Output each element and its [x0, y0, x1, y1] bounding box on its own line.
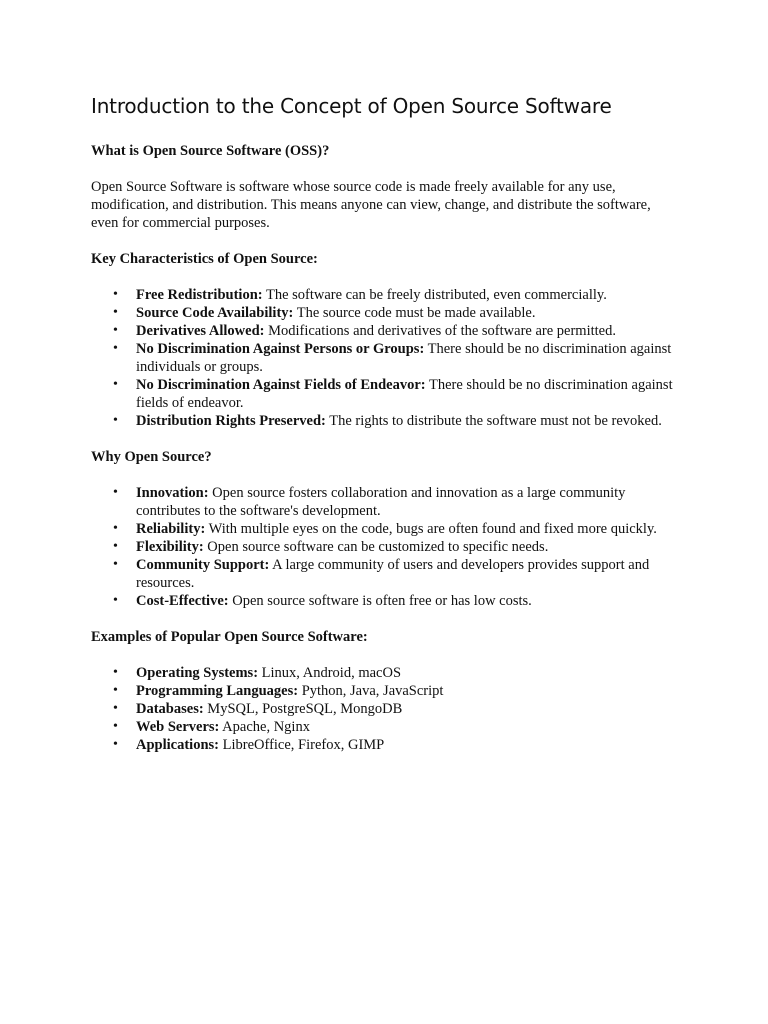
bullet-icon: • — [113, 719, 118, 734]
bullet-icon: • — [113, 305, 118, 320]
bullet-icon: • — [113, 539, 118, 554]
list-item-term: Flexibility: — [136, 539, 204, 555]
document-title: Introduction to the Concept of Open Source Software — [91, 94, 612, 118]
list-item-text: Apache, Nginx — [219, 719, 310, 735]
list-item — [91, 340, 681, 376]
list-item-term: No Discrimination Against Persons or Groups: — [136, 341, 425, 357]
list-examples — [91, 664, 681, 754]
list-item-text: Modifications and derivatives of the software are permitted. — [264, 323, 616, 339]
list-item-text: The source code must be made available. — [293, 305, 536, 321]
list-item-text: LibreOffice, Firefox, GIMP — [219, 737, 385, 753]
list-item-text: A large community of users and developers provides support and resources. — [136, 557, 650, 591]
list-item-text: Open source software is often free or has low costs. — [228, 593, 532, 609]
bullet-icon: • — [113, 665, 118, 680]
list-item-term: Reliability: — [136, 521, 206, 537]
section-heading-what-is-oss: What is Open Source Software (OSS)? — [91, 143, 330, 159]
list-item — [91, 664, 681, 682]
list-item — [91, 412, 681, 430]
bullet-icon: • — [113, 485, 118, 500]
list-item — [91, 682, 681, 700]
list-item — [91, 718, 681, 736]
list-item-term: Free Redistribution: — [136, 287, 263, 303]
bullet-icon: • — [113, 557, 118, 572]
section-heading-examples: Examples of Popular Open Source Software: — [91, 629, 368, 645]
list-item-term: Operating Systems: — [136, 665, 259, 681]
list-item-text: MySQL, PostgreSQL, MongoDB — [203, 701, 403, 717]
list-item-text: The rights to distribute the software must not be revoked. — [325, 413, 662, 429]
bullet-icon: • — [113, 683, 118, 698]
list-item-term: Applications: — [136, 737, 219, 753]
bullet-icon: • — [113, 323, 118, 338]
bullet-icon: • — [113, 377, 118, 392]
list-item-text: Linux, Android, macOS — [258, 665, 402, 681]
section-heading-why-open-source: Why Open Source? — [91, 449, 212, 465]
list-item-text: The software can be freely distributed, even commercially. — [262, 287, 607, 303]
list-key-characteristics — [91, 286, 681, 430]
list-item-term: Derivatives Allowed: — [136, 323, 265, 339]
list-item-text: With multiple eyes on the code, bugs are often found and fixed more quickly. — [205, 521, 657, 537]
list-item-term: Innovation: — [136, 485, 209, 501]
list-item — [91, 556, 681, 592]
document-page — [91, 92, 681, 772]
list-item — [91, 736, 681, 754]
list-why-open-source — [91, 484, 681, 610]
bullet-icon: • — [113, 701, 118, 716]
list-item-term: Programming Languages: — [136, 683, 299, 699]
list-item — [91, 538, 681, 556]
list-item — [91, 520, 681, 538]
bullet-icon: • — [113, 413, 118, 428]
list-item-text: There should be no discrimination against individuals or groups. — [136, 341, 672, 375]
list-item-term: Databases: — [136, 701, 204, 717]
list-item-text: Open source software can be customized to specific needs. — [203, 539, 549, 555]
list-item — [91, 484, 681, 520]
list-item — [91, 700, 681, 718]
list-item-term: Distribution Rights Preserved: — [136, 413, 326, 429]
paragraph-what-is-oss: Open Source Software is software whose source code is made freely available for any use, modification, and distribution. This means anyone can view, change, and distribute the software, even for commercial purposes. — [91, 179, 651, 231]
list-item-text: Python, Java, JavaScript — [298, 683, 444, 699]
list-item-text: Open source fosters collaboration and innovation as a large community contributes to the software's development. — [136, 485, 626, 519]
bullet-icon: • — [113, 521, 118, 536]
list-item — [91, 376, 681, 412]
list-item-term: Web Servers: — [136, 719, 220, 735]
list-item-text: There should be no discrimination against fields of endeavor. — [136, 377, 673, 411]
list-item-term: No Discrimination Against Fields of Endeavor: — [136, 377, 426, 393]
list-item — [91, 304, 681, 322]
list-item-term: Source Code Availability: — [136, 305, 294, 321]
list-item-term: Cost-Effective: — [136, 593, 229, 609]
bullet-icon: • — [113, 737, 118, 752]
list-item — [91, 592, 681, 610]
bullet-icon: • — [113, 593, 118, 608]
list-item-term: Community Support: — [136, 557, 270, 573]
section-heading-key-characteristics: Key Characteristics of Open Source: — [91, 251, 318, 267]
bullet-icon: • — [113, 287, 118, 302]
list-item — [91, 322, 681, 340]
bullet-icon: • — [113, 341, 118, 356]
list-item — [91, 286, 681, 304]
